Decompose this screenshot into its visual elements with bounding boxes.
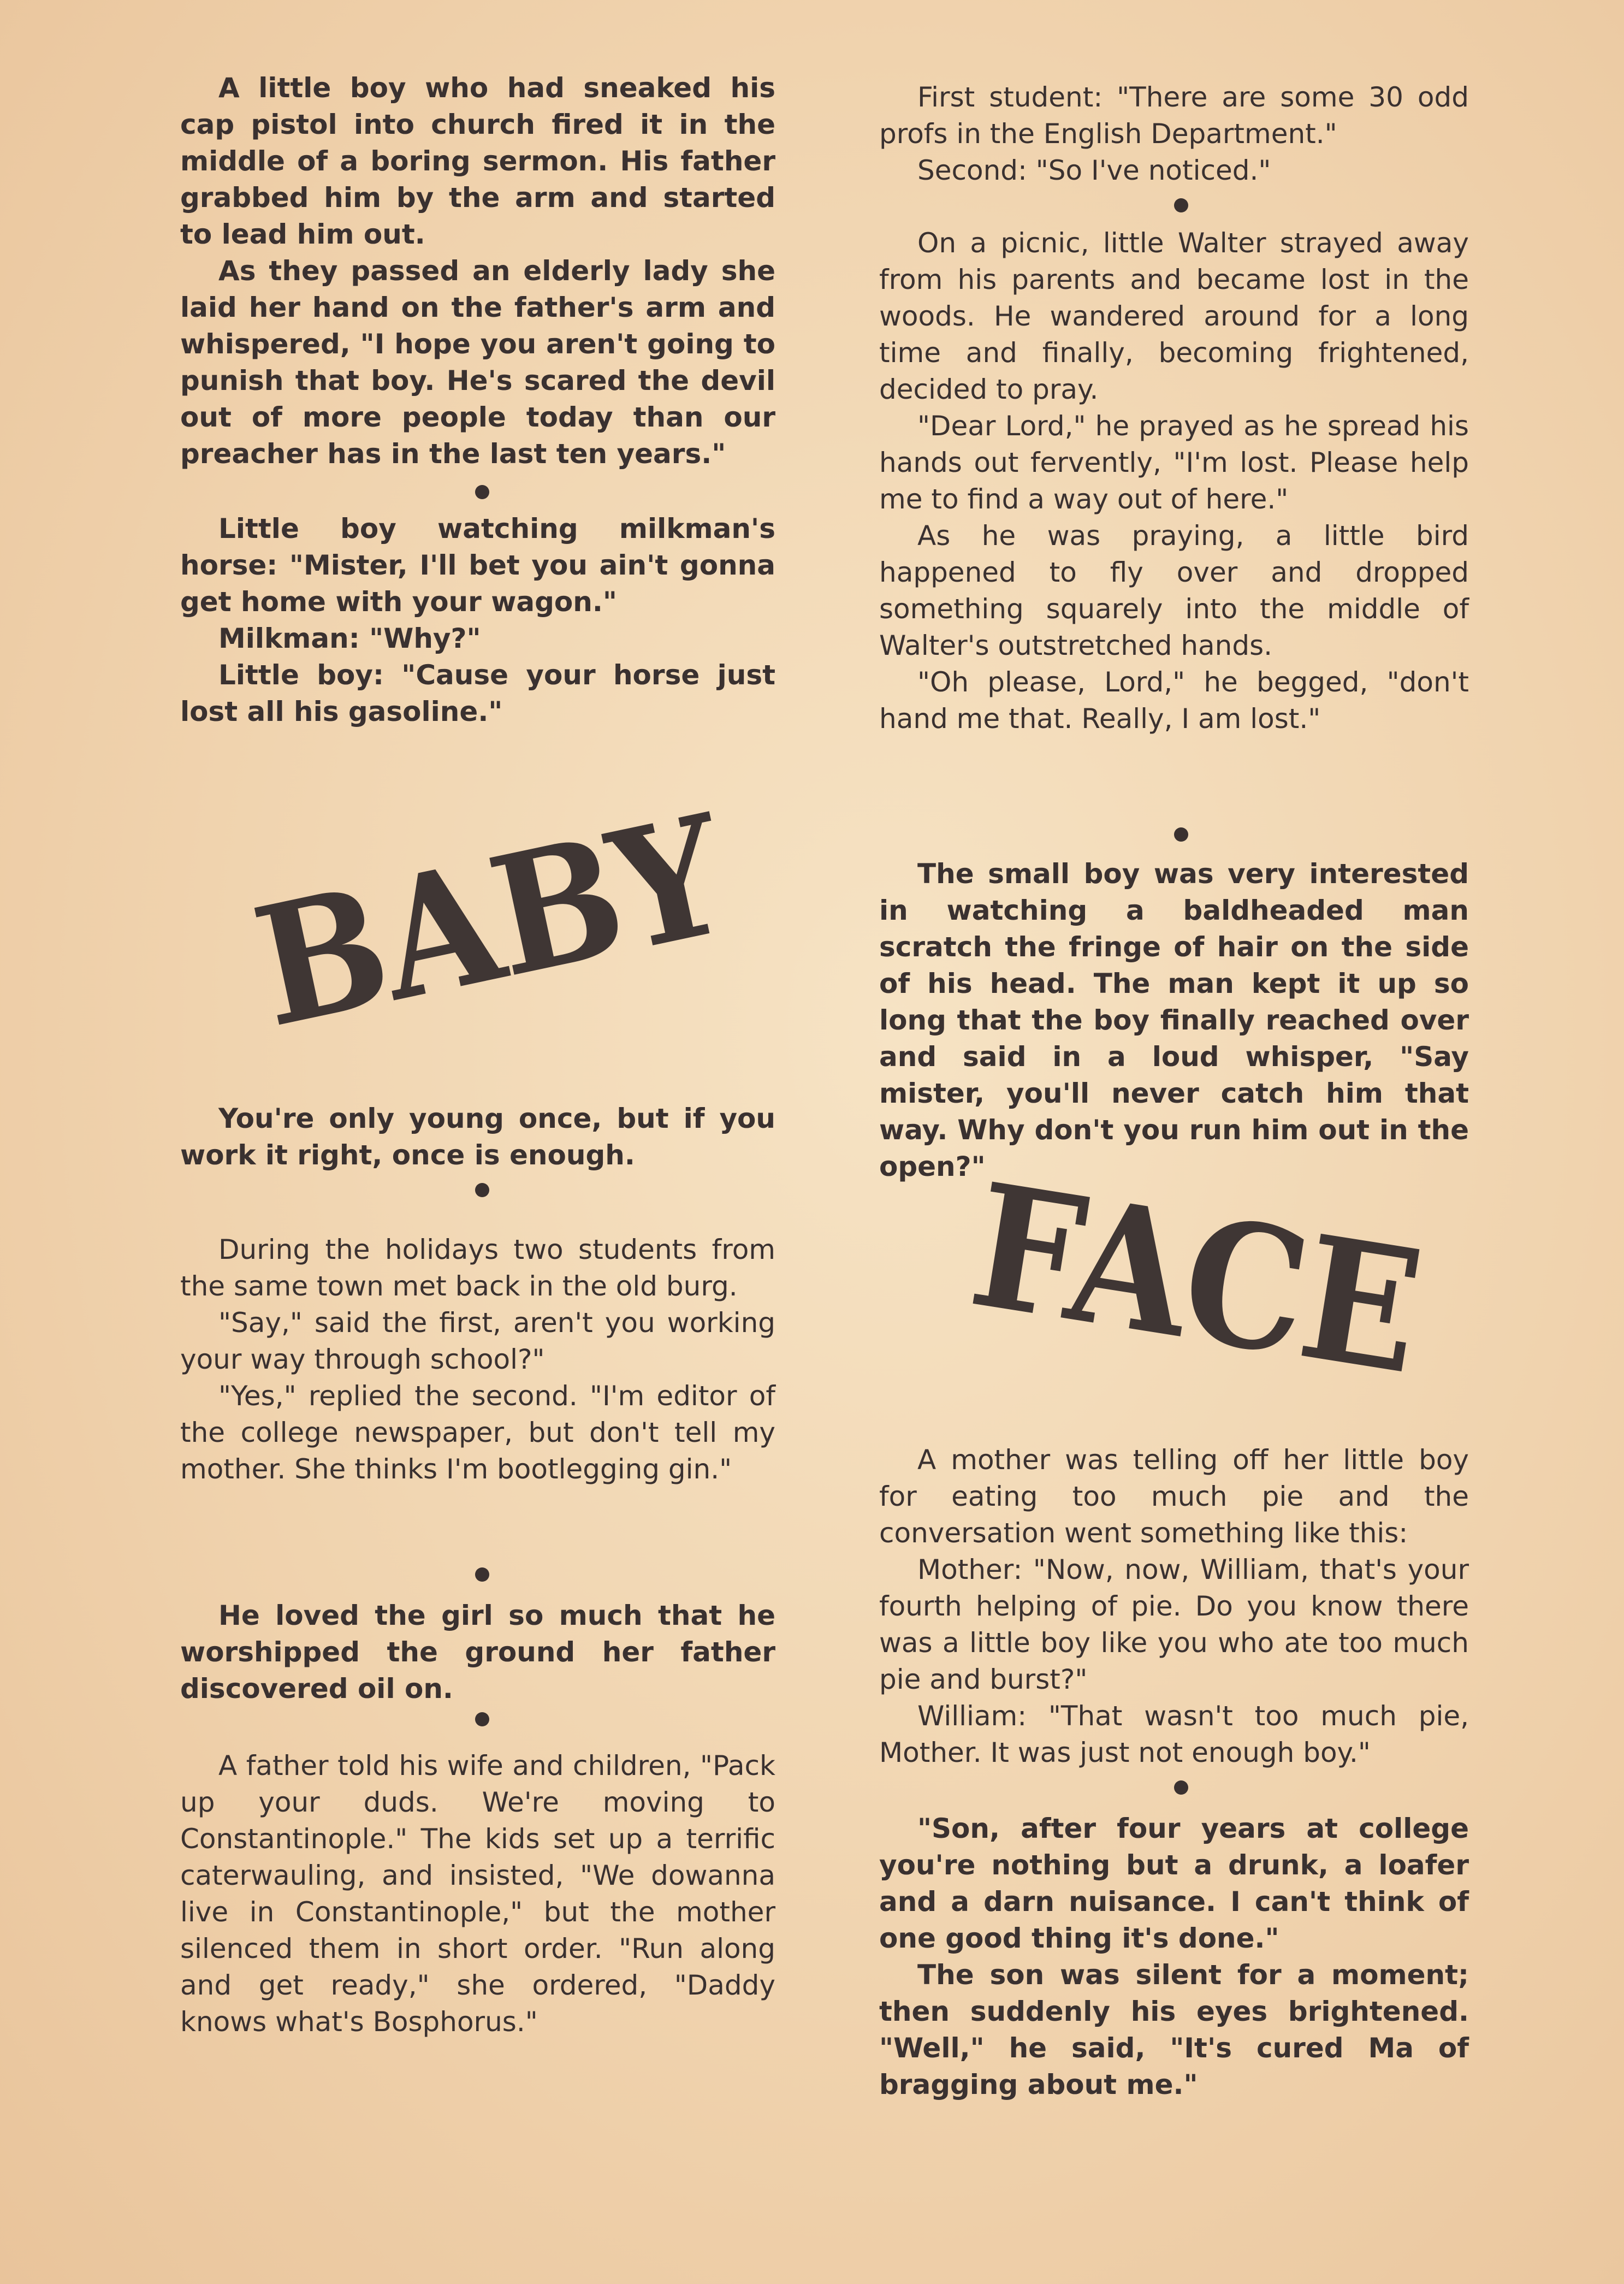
headline-face: FACE [959, 1146, 1432, 1412]
separator-dot [475, 485, 489, 499]
paragraph: A mother was telling off her little boy for eating too much pie and the conversation went something like this: [879, 1444, 1469, 1549]
right-column [879, 0, 1469, 2284]
joke-baldhead [879, 856, 1469, 1185]
paragraph: Little boy watching milkman's horse: "Mister, I'll bet you ain't gonna get home with your wagon." [180, 513, 775, 618]
joke-walter [879, 225, 1469, 737]
paragraph: "Say," said the first, aren't you working your way through school?" [180, 1307, 775, 1375]
paragraph: First student: "There are some 30 odd profs in the English Department." [879, 81, 1469, 150]
paragraph: "Yes," replied the second. "I'm editor of the college newspaper, but don't tell my mother. She thinks I'm bootlegging gin." [180, 1380, 775, 1485]
left-column [180, 0, 775, 2284]
joke-oil [180, 1597, 775, 1707]
paragraph: William: "That wasn't too much pie, Mother. It was just not enough boy." [879, 1700, 1469, 1768]
joke-profs [879, 79, 1469, 189]
paragraph: "Dear Lord," he prayed as he spread his hands out fervently, "I'm lost. Please help me to find a way out of here." [879, 410, 1469, 515]
paragraph: A father told his wife and children, "Pack up your duds. We're moving to Constantinople." The kids set up a terrific caterwauling, and insisted, "We dowanna live in Constantinople," but the mother silenced them in short order. "Run along and get ready," she ordered, "Daddy knows what's Bosphorus." [180, 1750, 775, 2038]
paragraph: A little boy who had sneaked his cap pistol into church fired it in the middle of a boring sermon. His father grabbed him by the arm and started to lead him out. [180, 72, 775, 250]
paragraph: Little boy: "Cause your horse just lost all his gasoline." [180, 659, 775, 727]
paragraph: Milkman: "Why?" [218, 623, 481, 654]
paragraph: "Oh please, Lord," he begged, "don't hand me that. Really, I am lost." [879, 666, 1469, 735]
paragraph: As he was praying, a little bird happened to fly over and dropped something squarely into the middle of Walter's outstretched hands. [879, 520, 1469, 661]
paragraph: During the holidays two students from the same town met back in the old burg. [180, 1234, 775, 1302]
paragraph: He loved the girl so much that he worshipped the ground her father discovered oil on. [180, 1600, 775, 1705]
separator-dot [475, 1567, 489, 1582]
headline-baby: BABY [240, 778, 739, 1064]
separator-dot [475, 1183, 489, 1197]
joke-students [180, 1232, 775, 1488]
joke-young-once [180, 1100, 775, 1174]
paragraph: You're only young once, but if you work it right, once is enough. [180, 1103, 775, 1171]
paragraph: As they passed an elderly lady she laid her hand on the father's arm and whispered, "I hope you aren't going to punish that boy. He's scared the devil out of more people today than our preacher has in the last ten years." [180, 255, 775, 470]
joke-cap-pistol [180, 70, 775, 472]
paragraph: The son was silent for a moment; then suddenly his eyes brightened. "Well," he said, "It's cured Ma of bragging about me." [879, 1959, 1469, 2100]
joke-constantinople [180, 1748, 775, 2040]
joke-milkman [180, 511, 775, 730]
paragraph: Mother: "Now, now, William, that's your fourth helping of pie. Do you know there was a little boy like you who ate too much pie and burst?" [879, 1554, 1469, 1695]
separator-dot [1174, 1780, 1188, 1795]
separator-dot [475, 1712, 489, 1726]
paragraph: The small boy was very interested in watching a baldheaded man scratch the fringe of hair on the side of his head. The man kept it up so long that the boy finally reached over and said in a loud whisper, "Say mister, you'll never catch him that way. Why don't you run him out in the open?" [879, 858, 1469, 1182]
joke-pie [879, 1442, 1469, 1771]
paragraph: On a picnic, little Walter strayed away from his parents and became lost in the woods. He wandered around for a long time and finally, becoming frightened, decided to pray. [879, 227, 1469, 405]
paragraph: "Son, after four years at college you're nothing but a drunk, a loafer and a darn nuisance. I can't think of one good thing it's done." [879, 1813, 1469, 1954]
paragraph: Second: "So I've noticed." [917, 155, 1271, 186]
separator-dot [1174, 198, 1188, 212]
separator-dot [1174, 827, 1188, 842]
joke-college [879, 1810, 1469, 2103]
